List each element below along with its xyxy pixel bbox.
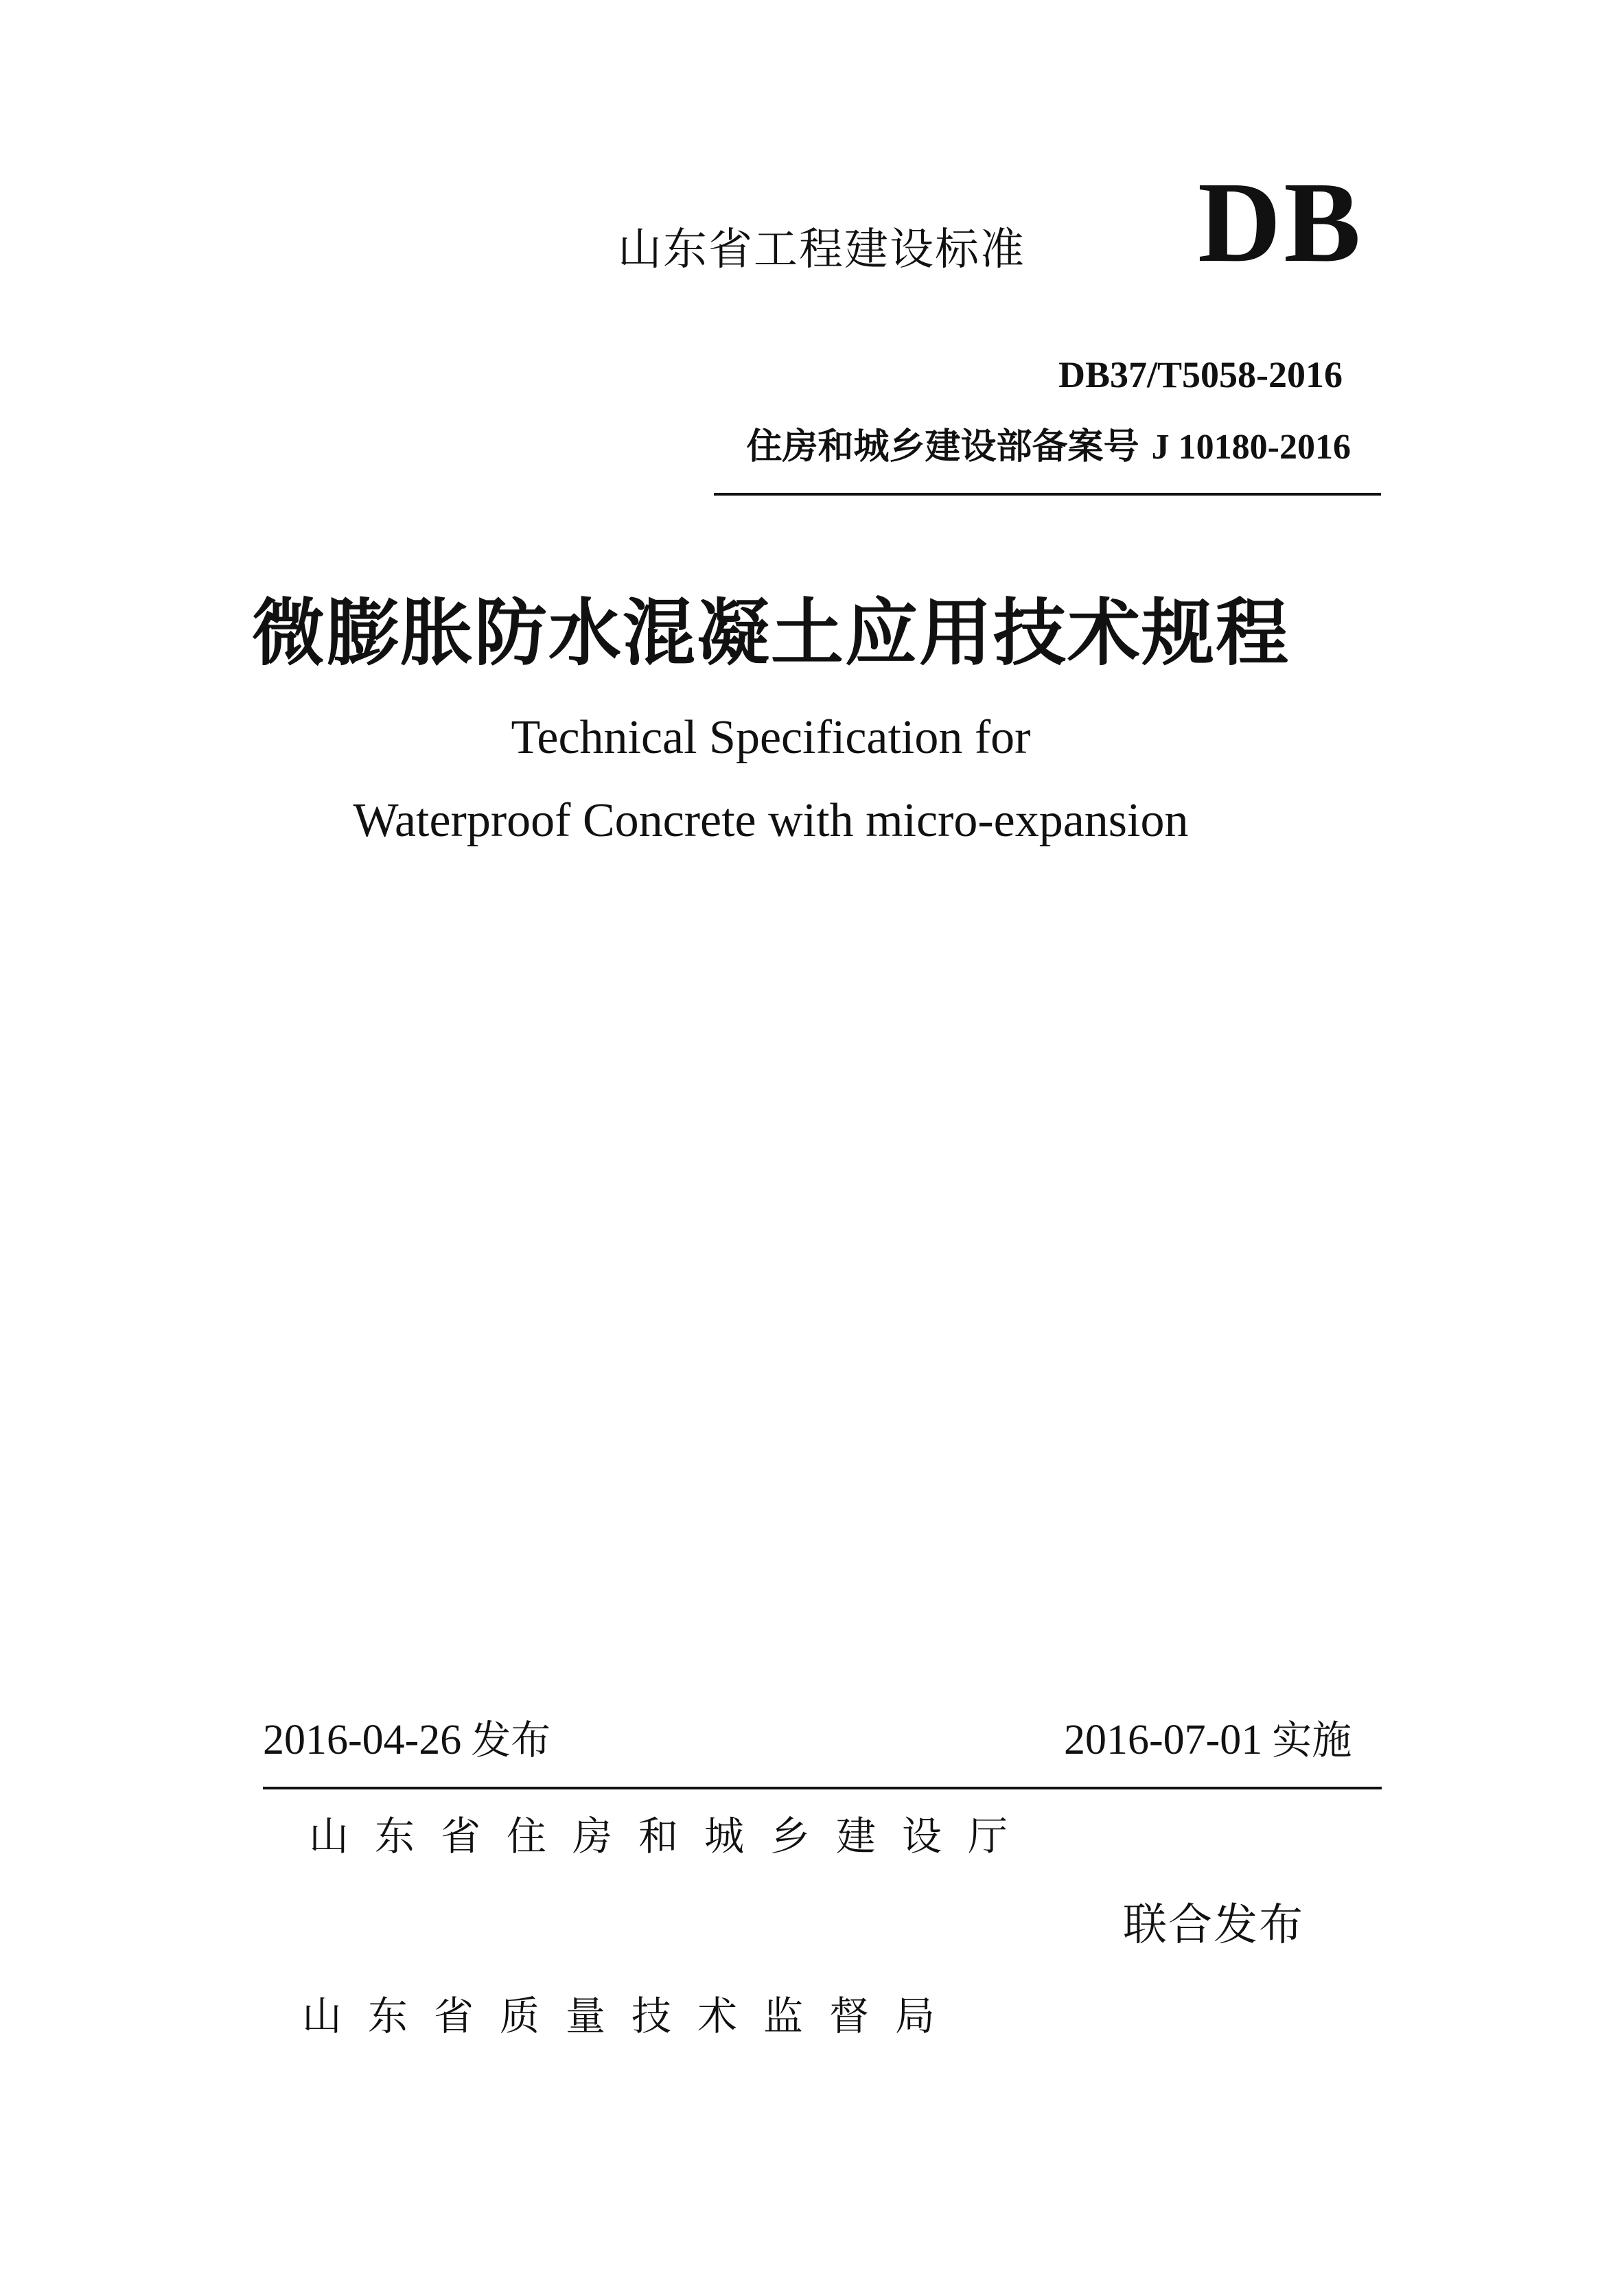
provincial-standard-label: 山东省工程建设标准 <box>618 224 1025 275</box>
title-english-line2: Waterproof Concrete with micro-expansion <box>353 794 1189 847</box>
publish-date-line <box>263 1708 550 1765</box>
effective-date-line <box>1064 1708 1352 1765</box>
publish-label: 发布 <box>471 1717 551 1763</box>
db-mark: DB <box>1198 159 1364 286</box>
title-english-line2-container <box>0 793 1624 848</box>
title-english-line1-container <box>0 710 1624 765</box>
record-label: 住房和城乡建设部备案号 <box>746 426 1139 467</box>
issuer-quality-bureau: 山东省质量技术监督局 <box>302 1993 962 2039</box>
footer-divider <box>263 1787 1382 1789</box>
title-chinese-container <box>0 575 1624 680</box>
issuer-housing-department: 山东省住房和城乡建设厅 <box>309 1813 1034 1859</box>
title-english-line1: Technical Specification for <box>511 711 1031 764</box>
publish-date: 2016-04-26 <box>263 1717 462 1763</box>
header-divider <box>714 493 1381 496</box>
title-chinese: 微膨胀防水混凝土应用技术规程 <box>252 591 1290 675</box>
effective-label: 实施 <box>1272 1717 1352 1763</box>
record-code: J 10180-2016 <box>1151 428 1351 467</box>
record-number-line <box>747 417 1351 469</box>
standard-number: DB37/T5058-2016 <box>1058 354 1343 395</box>
effective-date: 2016-07-01 <box>1064 1717 1263 1763</box>
joint-issue-label: 联合发布 <box>1123 1900 1304 1951</box>
